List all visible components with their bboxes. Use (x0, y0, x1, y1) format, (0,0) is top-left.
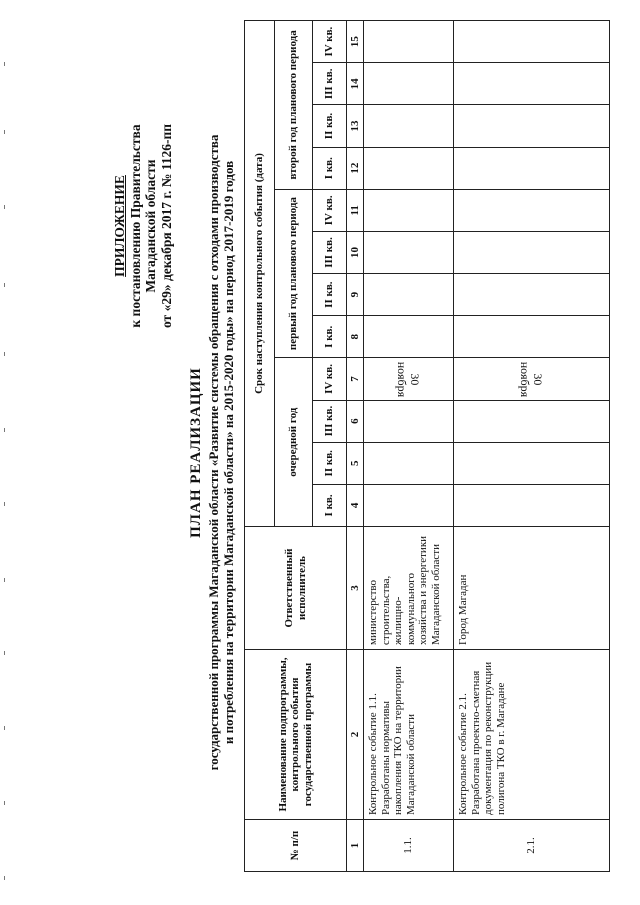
header-quarter: I кв. (313, 147, 347, 189)
cell-empty (364, 231, 454, 273)
cell-empty (364, 105, 454, 147)
cell-empty (454, 63, 610, 105)
cell-q1 (454, 484, 610, 526)
column-number: 9 (347, 274, 364, 316)
cell-empty (364, 189, 454, 231)
cell-empty (364, 147, 454, 189)
column-number: 11 (347, 189, 364, 231)
header-current-year: очередной год (275, 358, 313, 527)
header-quarter: IV кв. (313, 358, 347, 400)
column-number: 14 (347, 63, 364, 105)
row-name: Контрольное событие 1.1. Разработаны нормативы накопления ТКО на территории Магаданской области (364, 650, 454, 820)
table-row (364, 21, 454, 872)
column-number: 4 (347, 484, 364, 526)
header-executor: Ответственный исполнитель (245, 527, 347, 650)
column-number: 12 (347, 147, 364, 189)
header-quarter: III кв. (313, 400, 347, 442)
column-number: 6 (347, 400, 364, 442)
cell-q4 (364, 358, 454, 400)
plan-subtitle (206, 100, 236, 805)
column-number: 5 (347, 442, 364, 484)
header-quarter: III кв. (313, 63, 347, 105)
plan-subtitle-line-2: и потребления на территории Магаданской области» на 2015-2020 годы» на период 2017-2019 годов (221, 160, 236, 745)
cell-empty (454, 316, 610, 358)
appendix-line-2: Магаданской области (143, 159, 158, 293)
header-second-year: второй год планового периода (275, 21, 313, 190)
table-row (454, 21, 610, 872)
plan-subtitle-line-1: государственной программы Магаданской области «Развитие системы обращения с отходами производства (206, 134, 221, 771)
column-number: 13 (347, 105, 364, 147)
row-date: 30 ноября (395, 361, 422, 397)
column-number: 1 (347, 820, 364, 872)
header-quarter: I кв. (313, 484, 347, 526)
cell-q3 (364, 400, 454, 442)
header-quarter: IV кв. (313, 21, 347, 63)
cell-q2 (454, 442, 610, 484)
cell-empty (454, 147, 610, 189)
appendix-block (112, 76, 174, 376)
cell-empty (364, 21, 454, 63)
cell-empty (454, 105, 610, 147)
row-executor: министерство строительства, жилищно-коммунального хозяйства и энергетики Магаданской области (364, 527, 454, 650)
column-number: 8 (347, 316, 364, 358)
cell-q3 (454, 400, 610, 442)
cell-empty (454, 274, 610, 316)
column-number: 3 (347, 527, 364, 650)
cell-empty (364, 274, 454, 316)
plan-title: ПЛАН РЕАЛИЗАЦИИ (188, 367, 204, 538)
header-quarter: III кв. (313, 231, 347, 273)
appendix-line-3: от «29» декабря 2017 г. № 1126-пп (158, 123, 174, 329)
plan-table (244, 20, 610, 872)
appendix-heading: ПРИЛОЖЕНИЕ (112, 175, 127, 277)
row-num: 1.1. (364, 820, 454, 872)
header-num: № п/п (245, 820, 347, 872)
column-number: 2 (347, 650, 364, 820)
row-name: Контрольное событие 2.1. Разработана проектно-сметная документация по реконструкции полигона ТКО в г. Магадане (454, 650, 610, 820)
cell-empty (364, 63, 454, 105)
cell-empty (364, 316, 454, 358)
column-number-row (347, 21, 364, 872)
header-quarter: II кв. (313, 274, 347, 316)
header-name: Наименование подпрограммы, контрольного события государственной программы (245, 650, 347, 820)
header-quarter: II кв. (313, 442, 347, 484)
row-date: 30 ноября (518, 361, 545, 397)
header-first-year: первый год планового периода (275, 189, 313, 358)
header-quarter: IV кв. (313, 189, 347, 231)
appendix-line-1: к постановлению Правительства (127, 124, 143, 328)
column-number: 10 (347, 231, 364, 273)
cell-q4 (454, 358, 610, 400)
row-num: 2.1. (454, 820, 610, 872)
header-term: Срок наступления контрольного события (дата) (245, 21, 275, 527)
cell-q2 (364, 442, 454, 484)
row-executor: Город Магадан (454, 527, 610, 650)
header-quarter: I кв. (313, 316, 347, 358)
column-number: 15 (347, 21, 364, 63)
cell-empty (454, 231, 610, 273)
cell-empty (454, 189, 610, 231)
cell-q1 (364, 484, 454, 526)
column-number: 7 (347, 358, 364, 400)
cell-empty (454, 21, 610, 63)
header-quarter: II кв. (313, 105, 347, 147)
